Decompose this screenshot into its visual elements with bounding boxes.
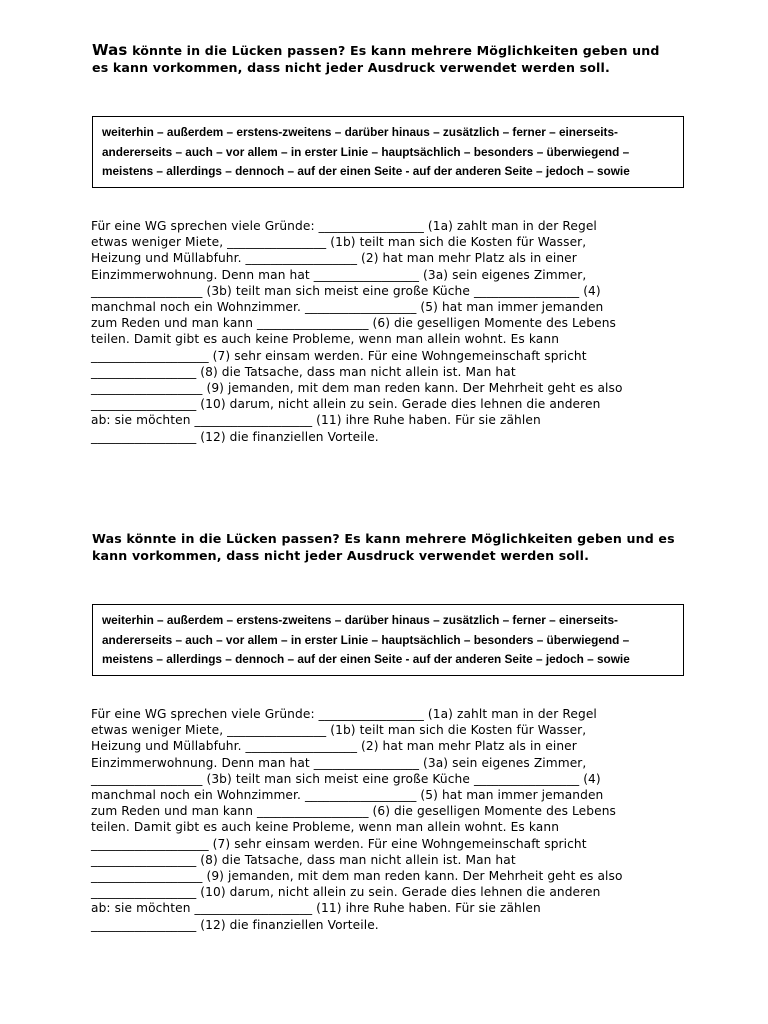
cloze-passage [91,706,691,933]
passage-line: teilen. Damit gibt es auch keine Probleme, wenn man allein wohnt. Es kann [91,820,560,835]
passage-line: etwas weniger Miete, ________________ (1b) teilt man sich die Kosten für Wasser, [91,723,587,738]
passage-line: zum Reden und man kann __________________ (6) die geselligen Momente des Lebens [91,804,616,819]
passage-line: Für eine WG sprechen viele Gründe: _________________ (1a) zahlt man in der Regel [91,219,597,233]
instruction [92,42,692,76]
word-bank-line: meistens – allerdings – dennoch – auf der einen Seite - auf der anderen Seite – jedoch – sowie [102,164,630,178]
passage-line: Einzimmerwohnung. Denn man hat _________________ (3a) sein eigenes Zimmer, [91,267,587,282]
cloze-passage [91,218,691,445]
instruction-line: Was könnte in die Lücken passen? Es kann mehrere Möglichkeiten geben und es [92,531,675,546]
passage-line: ab: sie möchten ___________________ (11) ihre Ruhe haben. Für sie zählen [91,413,541,428]
passage-line: _________________ (8) die Tatsache, dass man nicht allein ist. Man hat [91,364,516,379]
passage-line: _________________ (10) darum, nicht allein zu sein. Gerade dies lehnen die anderen [91,885,601,900]
passage-line: ___________________ (7) sehr einsam werden. Für eine Wohngemeinschaft spricht [91,836,587,851]
passage-line: _________________ (8) die Tatsache, dass man nicht allein ist. Man hat [91,852,516,867]
word-bank-line: andererseits – auch – vor allem – in erster Linie – hauptsächlich – besonders – überwiegend – [102,144,630,159]
passage-line: _________________ (12) die finanziellen Vorteile. [91,917,379,932]
instruction [92,530,692,564]
passage-line: teilen. Damit gibt es auch keine Probleme, wenn man allein wohnt. Es kann [91,332,560,347]
passage-line: etwas weniger Miete, ________________ (1b) teilt man sich die Kosten für Wasser, [91,235,587,250]
passage-line: Für eine WG sprechen viele Gründe: _________________ (1a) zahlt man in der Regel [91,707,597,721]
passage-line: Heizung und Müllabfuhr. __________________ (2) hat man mehr Platz als in einer [91,739,577,754]
instruction-first-word: Was [92,41,128,59]
instruction-line: kann vorkommen, dass nicht jeder Ausdruck verwendet werden soll. [92,548,590,563]
passage-line: __________________ (9) jemanden, mit dem man reden kann. Der Mehrheit geht es also [91,869,623,884]
passage-line: Einzimmerwohnung. Denn man hat _________________ (3a) sein eigenes Zimmer, [91,755,587,770]
instruction-line: es kann vorkommen, dass nicht jeder Ausdruck verwendet werden soll. [92,60,610,75]
passage-line: _________________ (10) darum, nicht allein zu sein. Gerade dies lehnen die anderen [91,397,601,412]
word-bank-line: meistens – allerdings – dennoch – auf der einen Seite - auf der anderen Seite – jedoch – sowie [102,652,630,666]
passage-line: Heizung und Müllabfuhr. __________________ (2) hat man mehr Platz als in einer [91,251,577,266]
word-bank-line: weiterhin – außerdem – erstens-zweitens – darüber hinaus – zusätzlich – ferner – einerseits- [102,125,618,139]
passage-line: ___________________ (7) sehr einsam werden. Für eine Wohngemeinschaft spricht [91,348,587,363]
word-bank-box [92,604,684,676]
word-bank-line: andererseits – auch – vor allem – in erster Linie – hauptsächlich – besonders – überwiegend – [102,632,630,647]
passage-line: zum Reden und man kann __________________ (6) die geselligen Momente des Lebens [91,316,616,331]
instruction-line: Was könnte in die Lücken passen? Es kann mehrere Möglichkeiten geben und [92,41,660,59]
word-bank-line: weiterhin – außerdem – erstens-zweitens – darüber hinaus – zusätzlich – ferner – einerseits- [102,613,618,627]
word-bank-box [92,116,684,188]
passage-line: __________________ (3b) teilt man sich meist eine große Küche _________________ (4) [91,771,601,786]
passage-line: __________________ (9) jemanden, mit dem man reden kann. Der Mehrheit geht es also [91,381,623,396]
passage-line: manchmal noch ein Wohnzimmer. __________________ (5) hat man immer jemanden [91,300,604,315]
passage-line: _________________ (12) die finanziellen Vorteile. [91,429,379,444]
passage-line: manchmal noch ein Wohnzimmer. __________________ (5) hat man immer jemanden [91,788,604,803]
passage-line: ab: sie möchten ___________________ (11) ihre Ruhe haben. Für sie zählen [91,901,541,916]
passage-line: __________________ (3b) teilt man sich meist eine große Küche _________________ (4) [91,283,601,298]
